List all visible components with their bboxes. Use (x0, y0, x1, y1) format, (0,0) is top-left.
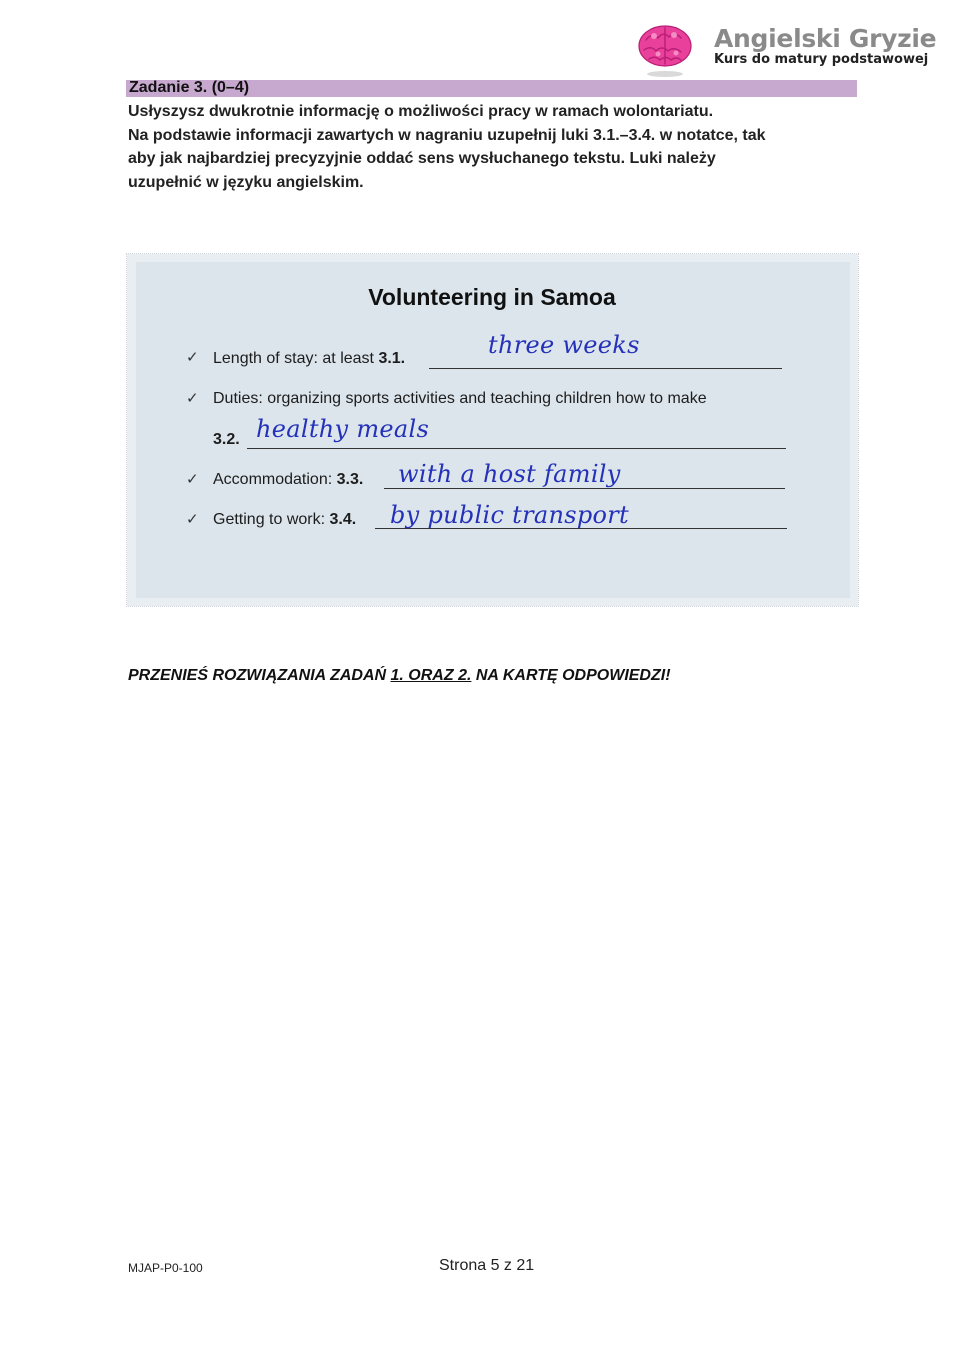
transfer-text-end: NA KARTĘ ODPOWIEDZI! (471, 667, 671, 684)
checkmark-icon: ✓ (186, 390, 199, 407)
note-item-duties (213, 390, 707, 408)
answer-3-4[interactable]: by public transport (390, 501, 629, 529)
note-item-accommodation (213, 471, 363, 489)
transfer-underlined: 1. ORAZ 2. (390, 667, 472, 684)
brand-subtitle: Kurs do matury podstawowej (714, 52, 929, 67)
answer-3-1[interactable]: three weeks (488, 331, 640, 359)
checkmark-icon: ✓ (186, 511, 199, 528)
item-number: 3.3. (336, 471, 364, 488)
item-label: Accommodation: (213, 471, 337, 488)
item-number: 3.2. (213, 431, 240, 448)
item-label: Length of stay: at least (213, 350, 379, 367)
checkmark-icon: ✓ (186, 471, 199, 488)
answer-3-3[interactable]: with a host family (398, 460, 621, 488)
instruction-line: Usłyszysz dwukrotnie informację o możliwości pracy w ramach wolontariatu. (128, 103, 714, 120)
transfer-notice (128, 667, 671, 685)
note-box (136, 262, 850, 598)
answer-line-3-3[interactable] (384, 488, 785, 489)
item-number: 3.4. (329, 511, 357, 528)
brand-title: Angielski Gryzie (714, 24, 937, 53)
answer-line-3-2[interactable] (247, 448, 786, 449)
document-code: MJAP-P0-100 (128, 1261, 203, 1275)
checkmark-icon: ✓ (186, 349, 199, 366)
instruction-line: Na podstawie informacji zawartych w nagraniu uzupełnij luki 3.1.–3.4. w notatce, tak (128, 126, 766, 144)
note-item-getting-to-work (213, 511, 356, 529)
item-label: Getting to work: (213, 511, 330, 528)
instruction-line: aby jak najbardziej precyzyjnie oddać sens wysłuchanego tekstu. Luki należy (128, 150, 716, 167)
brain-icon (636, 18, 694, 80)
item-number: 3.1. (378, 350, 406, 367)
note-item-length (213, 350, 405, 368)
answer-3-2[interactable]: healthy meals (256, 415, 430, 443)
instruction-line: uzupełnić w języku angielskim. (128, 173, 364, 191)
page-number: Strona 5 z 21 (439, 1257, 535, 1274)
task-instruction (128, 100, 848, 194)
brand-logo (636, 18, 936, 80)
item-label: Duties: organizing sports activities and teaching children how to make (213, 390, 707, 407)
answer-line-3-1[interactable] (429, 368, 782, 369)
note-title: Volunteering in Samoa (368, 284, 616, 310)
task-title: Zadanie 3. (0–4) (129, 79, 250, 96)
transfer-text: PRZENIEŚ ROZWIĄZANIA ZADAŃ (128, 667, 391, 684)
